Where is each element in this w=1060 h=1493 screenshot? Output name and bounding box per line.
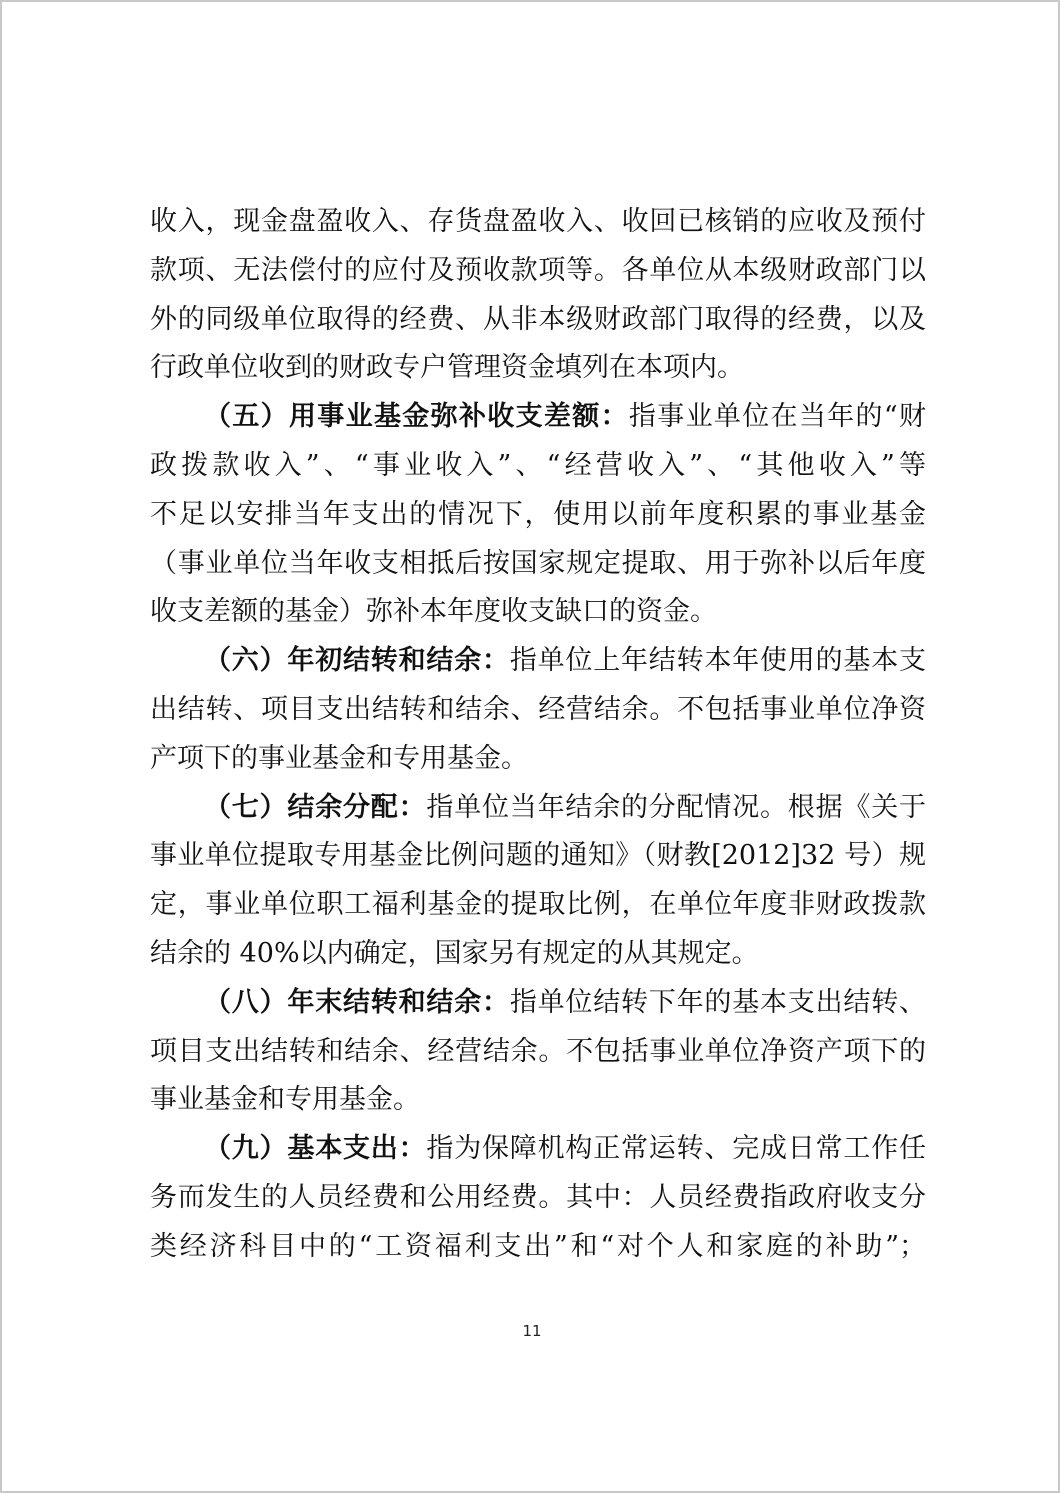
term-heading: （六）年初结转和结余： <box>204 645 510 677</box>
text-run: 指单位上年结转本年使用的基本支 <box>509 645 927 677</box>
term-heading: （七）结余分配： <box>204 791 427 823</box>
text-line: 结余的 40%以内确定，国家另有规定的从其规定。 <box>150 937 759 969</box>
text-line: 收入，现金盘盈收入、存货盘盈收入、收回已核销的应收及预付 <box>150 206 926 237</box>
text-line: 款项、无法偿付的应付及预收款项等。各单位从本级财政部门以 <box>150 254 926 286</box>
text-line: 务而发生的人员经费和公用经费。其中：人员经费指政府收支分 <box>150 1181 926 1213</box>
text-line: 产项下的事业基金和专用基金。 <box>150 742 528 774</box>
paragraph-first-line <box>150 637 926 686</box>
term-heading: （八）年末结转和结余： <box>204 986 510 1018</box>
text-line: 定，事业单位职工福利基金的提取比例，在单位年度非财政拨款 <box>150 889 926 921</box>
text-line: 不足以安排当年支出的情况下，使用以前年度积累的事业基金 <box>150 498 926 530</box>
paragraph-first-line <box>150 1125 926 1174</box>
text-run: 指单位结转下年的基本支出结转、 <box>509 986 927 1018</box>
page-number: 11 <box>522 1322 542 1340</box>
text-line: （事业单位当年收支相抵后按国家规定提取、用于弥补以后年度 <box>150 547 926 579</box>
text-line: 收支差额的基金）弥补本年度收支缺口的资金。 <box>150 596 717 628</box>
term-heading: （五）用事业基金弥补收支差额： <box>204 401 629 433</box>
paragraph-first-line <box>150 784 926 833</box>
text-line: 事业单位提取专用基金比例问题的通知》（财教[2012]32 号）规 <box>150 840 926 872</box>
paragraph-first-line <box>150 979 926 1028</box>
text-line: 类经济科目中的“工资福利支出”和“对个人和家庭的补助”； <box>150 1230 926 1262</box>
body-text <box>150 198 926 1272</box>
text-line: 政拨款收入”、“事业收入”、“经营收入”、“其他收入”等 <box>150 449 926 481</box>
text-run: 指事业单位在当年的“财 <box>628 401 926 433</box>
text-line: 出结转、项目支出结转和结余、经营结余。不包括事业单位净资 <box>150 693 926 725</box>
text-line: 行政单位收到的财政专户管理资金填列在本项内。 <box>150 352 744 384</box>
term-heading: （九）基本支出： <box>204 1133 427 1165</box>
text-line: 项目支出结转和结余、经营结余。不包括事业单位净资产项下的 <box>150 1035 926 1067</box>
text-run: 指为保障机构正常运转、完成日常工作任 <box>426 1133 927 1165</box>
paragraph-first-line <box>150 393 926 442</box>
text-run: 指单位当年结余的分配情况。根据《关于 <box>426 791 927 823</box>
text-line: 外的同级单位取得的经费、从非本级财政部门取得的经费，以及 <box>150 303 926 335</box>
text-line: 事业基金和专用基金。 <box>150 1084 420 1116</box>
